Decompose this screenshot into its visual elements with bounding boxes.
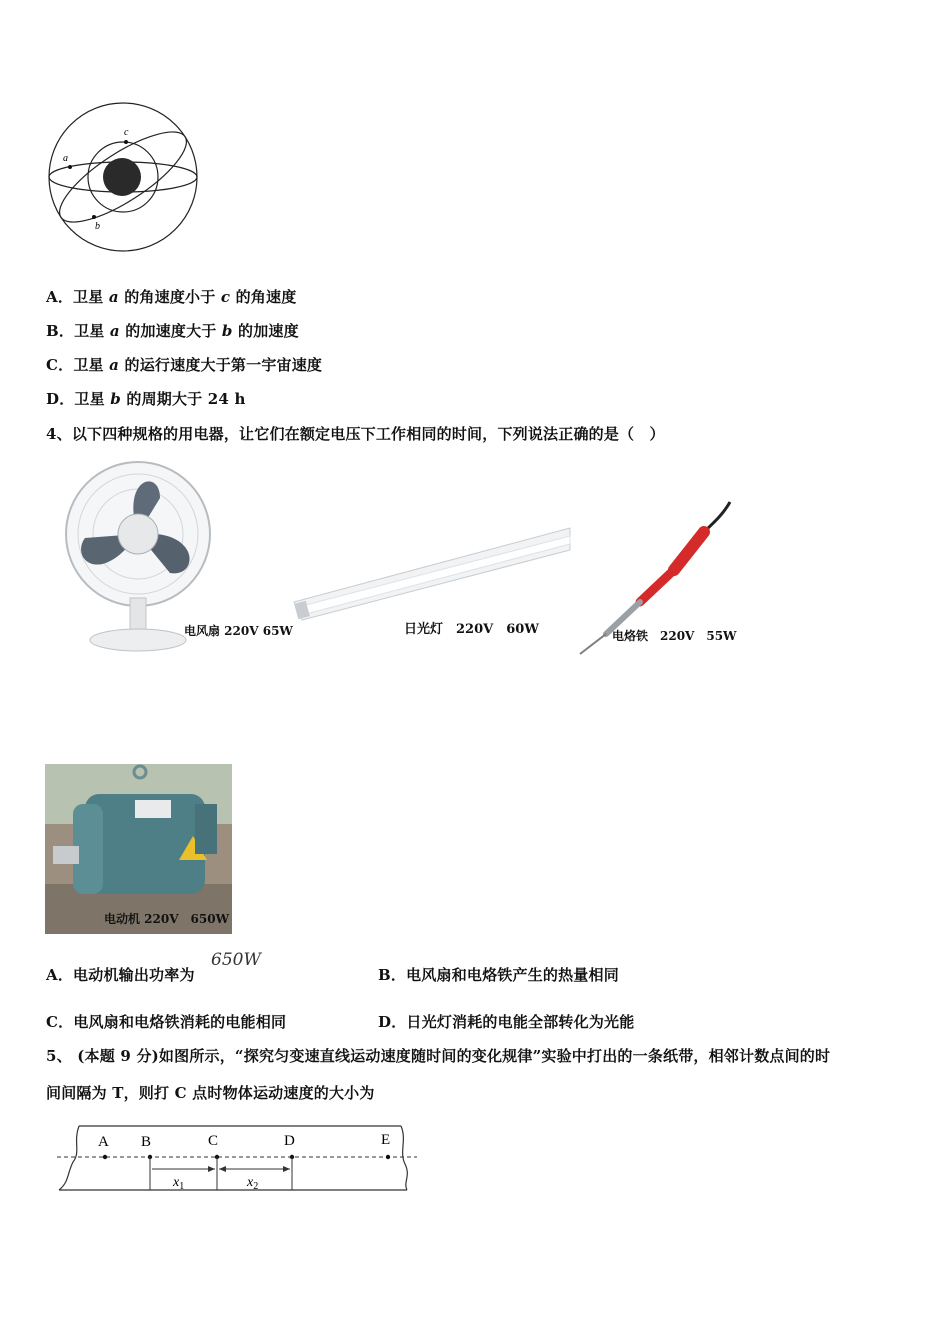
satellite-a-dot (68, 165, 72, 169)
iron-caption: 电烙铁 220V 55W (612, 629, 737, 643)
satellite-orbit-diagram (40, 95, 210, 265)
x1-label: $x_1$ (173, 1175, 185, 1192)
q4-option-a: A．电动机输出功率为 (46, 966, 195, 984)
q5-stem-line2: 间间隔为 T，则打 C 点时物体运动速度的大小为 (46, 1084, 375, 1102)
satellite-a-label: a (63, 153, 68, 164)
motor-caption: 电动机 220V 650W (104, 912, 230, 926)
q4-option-d: D．日光灯消耗的电能全部转化为光能 (378, 1013, 635, 1031)
q4-option-c: C．电风扇和电烙铁消耗的电能相同 (46, 1013, 287, 1031)
label-b: B (141, 1134, 152, 1150)
satellite-c-dot (124, 140, 128, 144)
fan-caption: 电风扇 220V 65W (184, 624, 293, 638)
point-a (103, 1155, 107, 1159)
option-a-label: A． (46, 288, 74, 306)
q3-option-a: A．卫星 a 的角速度小于 c 的角速度 (46, 288, 297, 306)
option-d-label: D． (46, 390, 75, 408)
label-c: C (208, 1133, 219, 1149)
fluorescent-lamp-image (292, 522, 572, 622)
option-b-label: B． (46, 322, 75, 340)
paper-tape-diagram (55, 1122, 420, 1194)
option-c-label: C． (46, 356, 74, 374)
satellite-b-label: b (95, 221, 100, 232)
earth (103, 158, 141, 196)
q4-stem: 4、以下四种规格的用电器，让它们在额定电压下工作相同的时间，下列说法正确的是（ ） (46, 425, 665, 443)
q3-option-b: B．卫星 a 的加速度大于 b 的加速度 (46, 322, 299, 340)
point-e (386, 1155, 390, 1159)
label-a: A (98, 1134, 109, 1150)
label-d: D (284, 1133, 295, 1149)
q4-option-a-math: 650W (211, 950, 261, 970)
q3-option-c: C．卫星 a 的运行速度大于第一宇宙速度 (46, 356, 323, 374)
electric-motor-image (45, 764, 232, 934)
q4-option-b: B．电风扇和电烙铁产生的热量相同 (378, 966, 619, 984)
satellite-b-dot (92, 215, 96, 219)
q3-option-d: D．卫星 b 的周期大于 24 h (46, 390, 246, 408)
x2-label: $x_2$ (247, 1175, 259, 1192)
lamp-caption: 日光灯 220V 60W (404, 622, 539, 637)
satellite-c-label: c (124, 127, 129, 138)
q5-stem-line1: 5、 (本题 9 分)如图所示，“探究匀变速直线运动速度随时间的变化规律”实验中打出的一条纸带，相邻计数点间的时 (46, 1047, 831, 1065)
label-e: E (381, 1132, 391, 1148)
